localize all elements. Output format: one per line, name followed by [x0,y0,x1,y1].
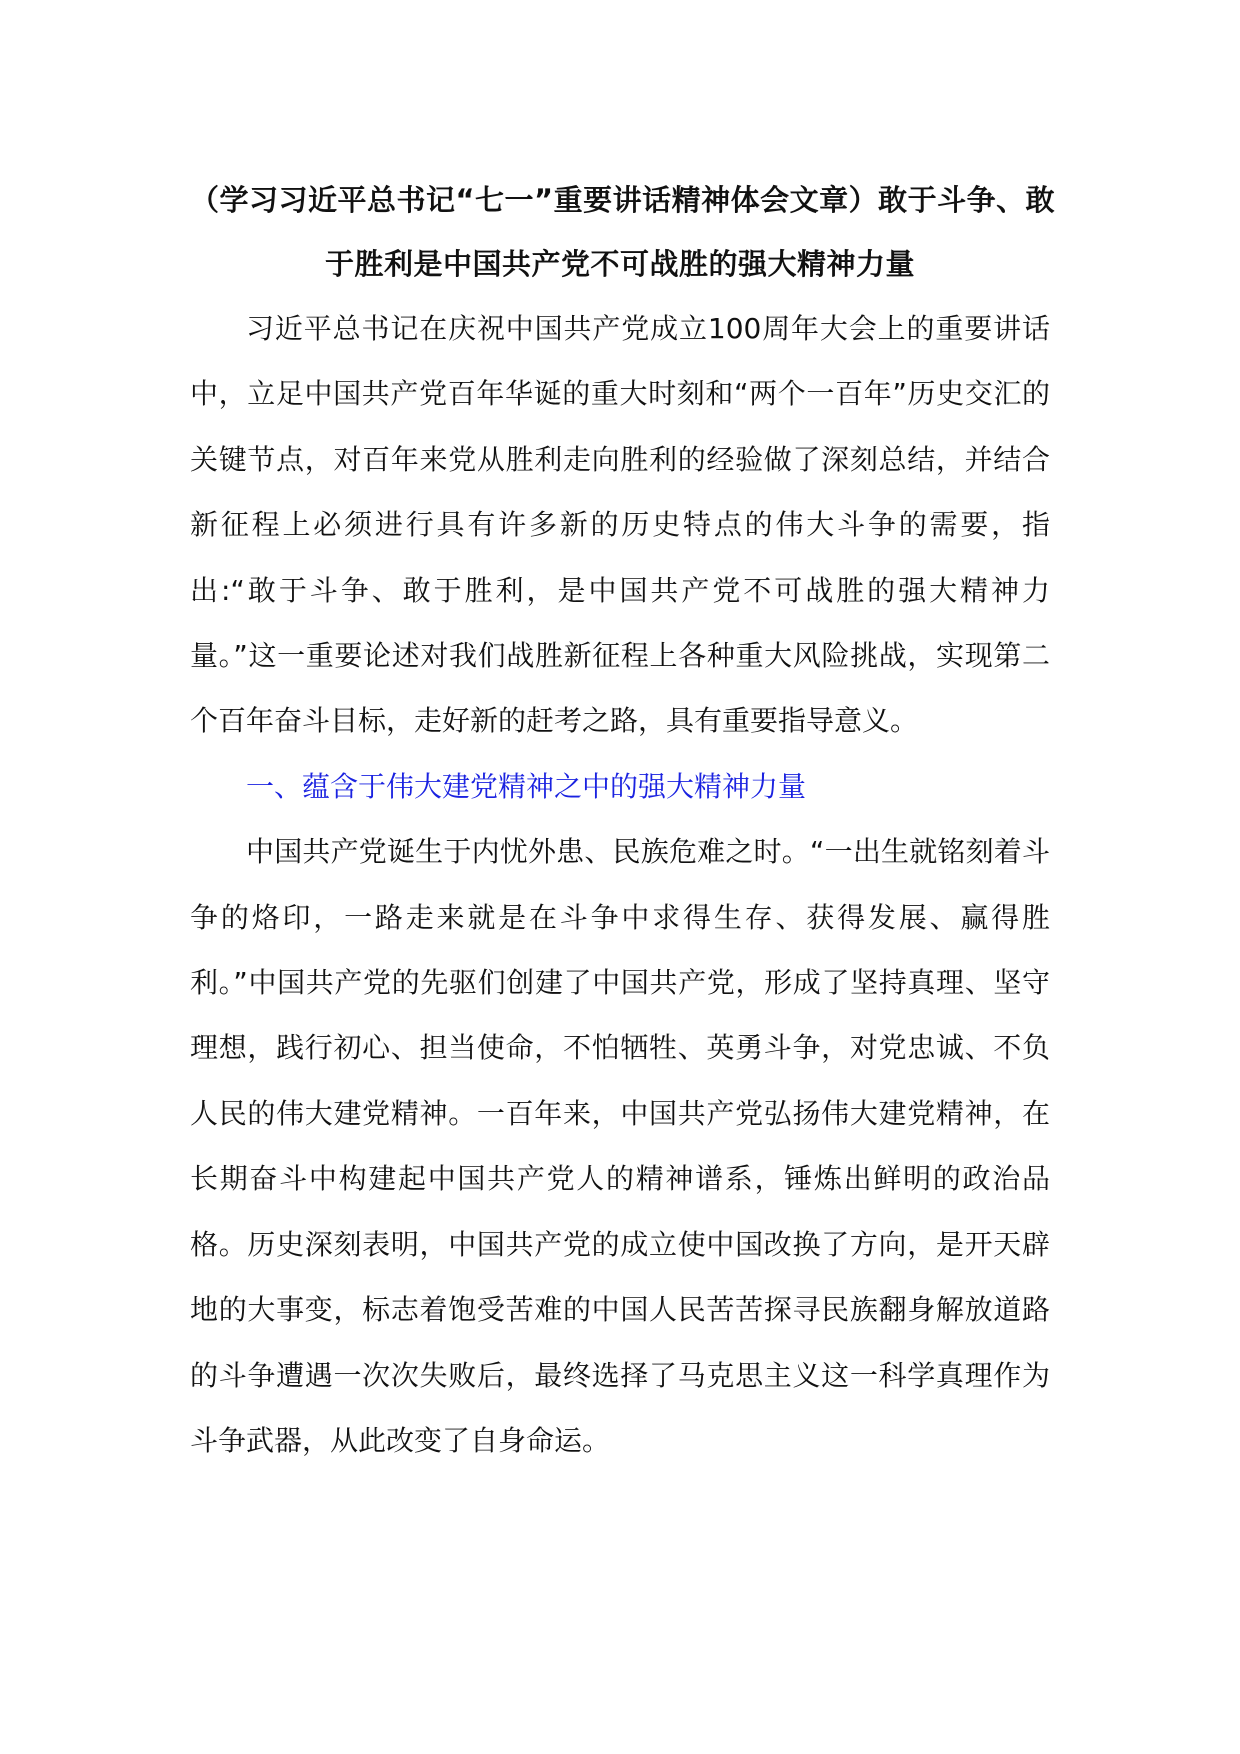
title-line-1: （学习习近平总书记“七一”重要讲话精神体会文章）敢于斗争、敢 [190,183,1056,217]
intro-paragraph: 习近平总书记在庆祝中国共产党成立100周年大会上的重要讲话中，立足中国共产党百年华诞的重大时刻和“两个一百年”历史交汇的关键节点，对百年来党从胜利走向胜利的经验做了深刻总结，并结合新征程上必须进行具有许多新的历史特点的伟大斗争的需要，指出:“敢于斗争、敢于胜利，是中国共产党不可战胜的强大精神力量。”这一重要论述对我们战胜新征程上各种重大风险挑战，实现第二个百年奋斗目标，走好新的赶考之路，具有重要指导意义。 [190,312,1050,738]
document-title [190,168,1056,296]
section-heading-1: 一、蕴含于伟大建党精神之中的强大精神力量 [246,769,807,803]
section1-paragraph: 中国共产党诞生于内忧外患、民族危难之时。“一出生就铭刻着斗争的烙印，一路走来就是在斗争中求得生存、获得发展、赢得胜利。”中国共产党的先驱们创建了中国共产党，形成了坚持真理、坚守理想，践行初心、担当使命，不怕牺牲、英勇斗争，对党忠诚、不负人民的伟大建党精神。一百年来，中国共产党弘扬伟大建党精神，在长期奋斗中构建起中国共产党人的精神谱系，锤炼出鲜明的政治品格。历史深刻表明，中国共产党的成立使中国改换了方向，是开天辟地的大事变，标志着饱受苦难的中国人民苦苦探寻民族翻身解放道路的斗争遭遇一次次失败后，最终选择了马克思主义这一科学真理作为斗争武器，从此改变了自身命运。 [190,835,1050,1457]
document-body [190,168,1056,1473]
title-line-2: 于胜利是中国共产党不可战胜的强大精神力量 [324,247,915,281]
